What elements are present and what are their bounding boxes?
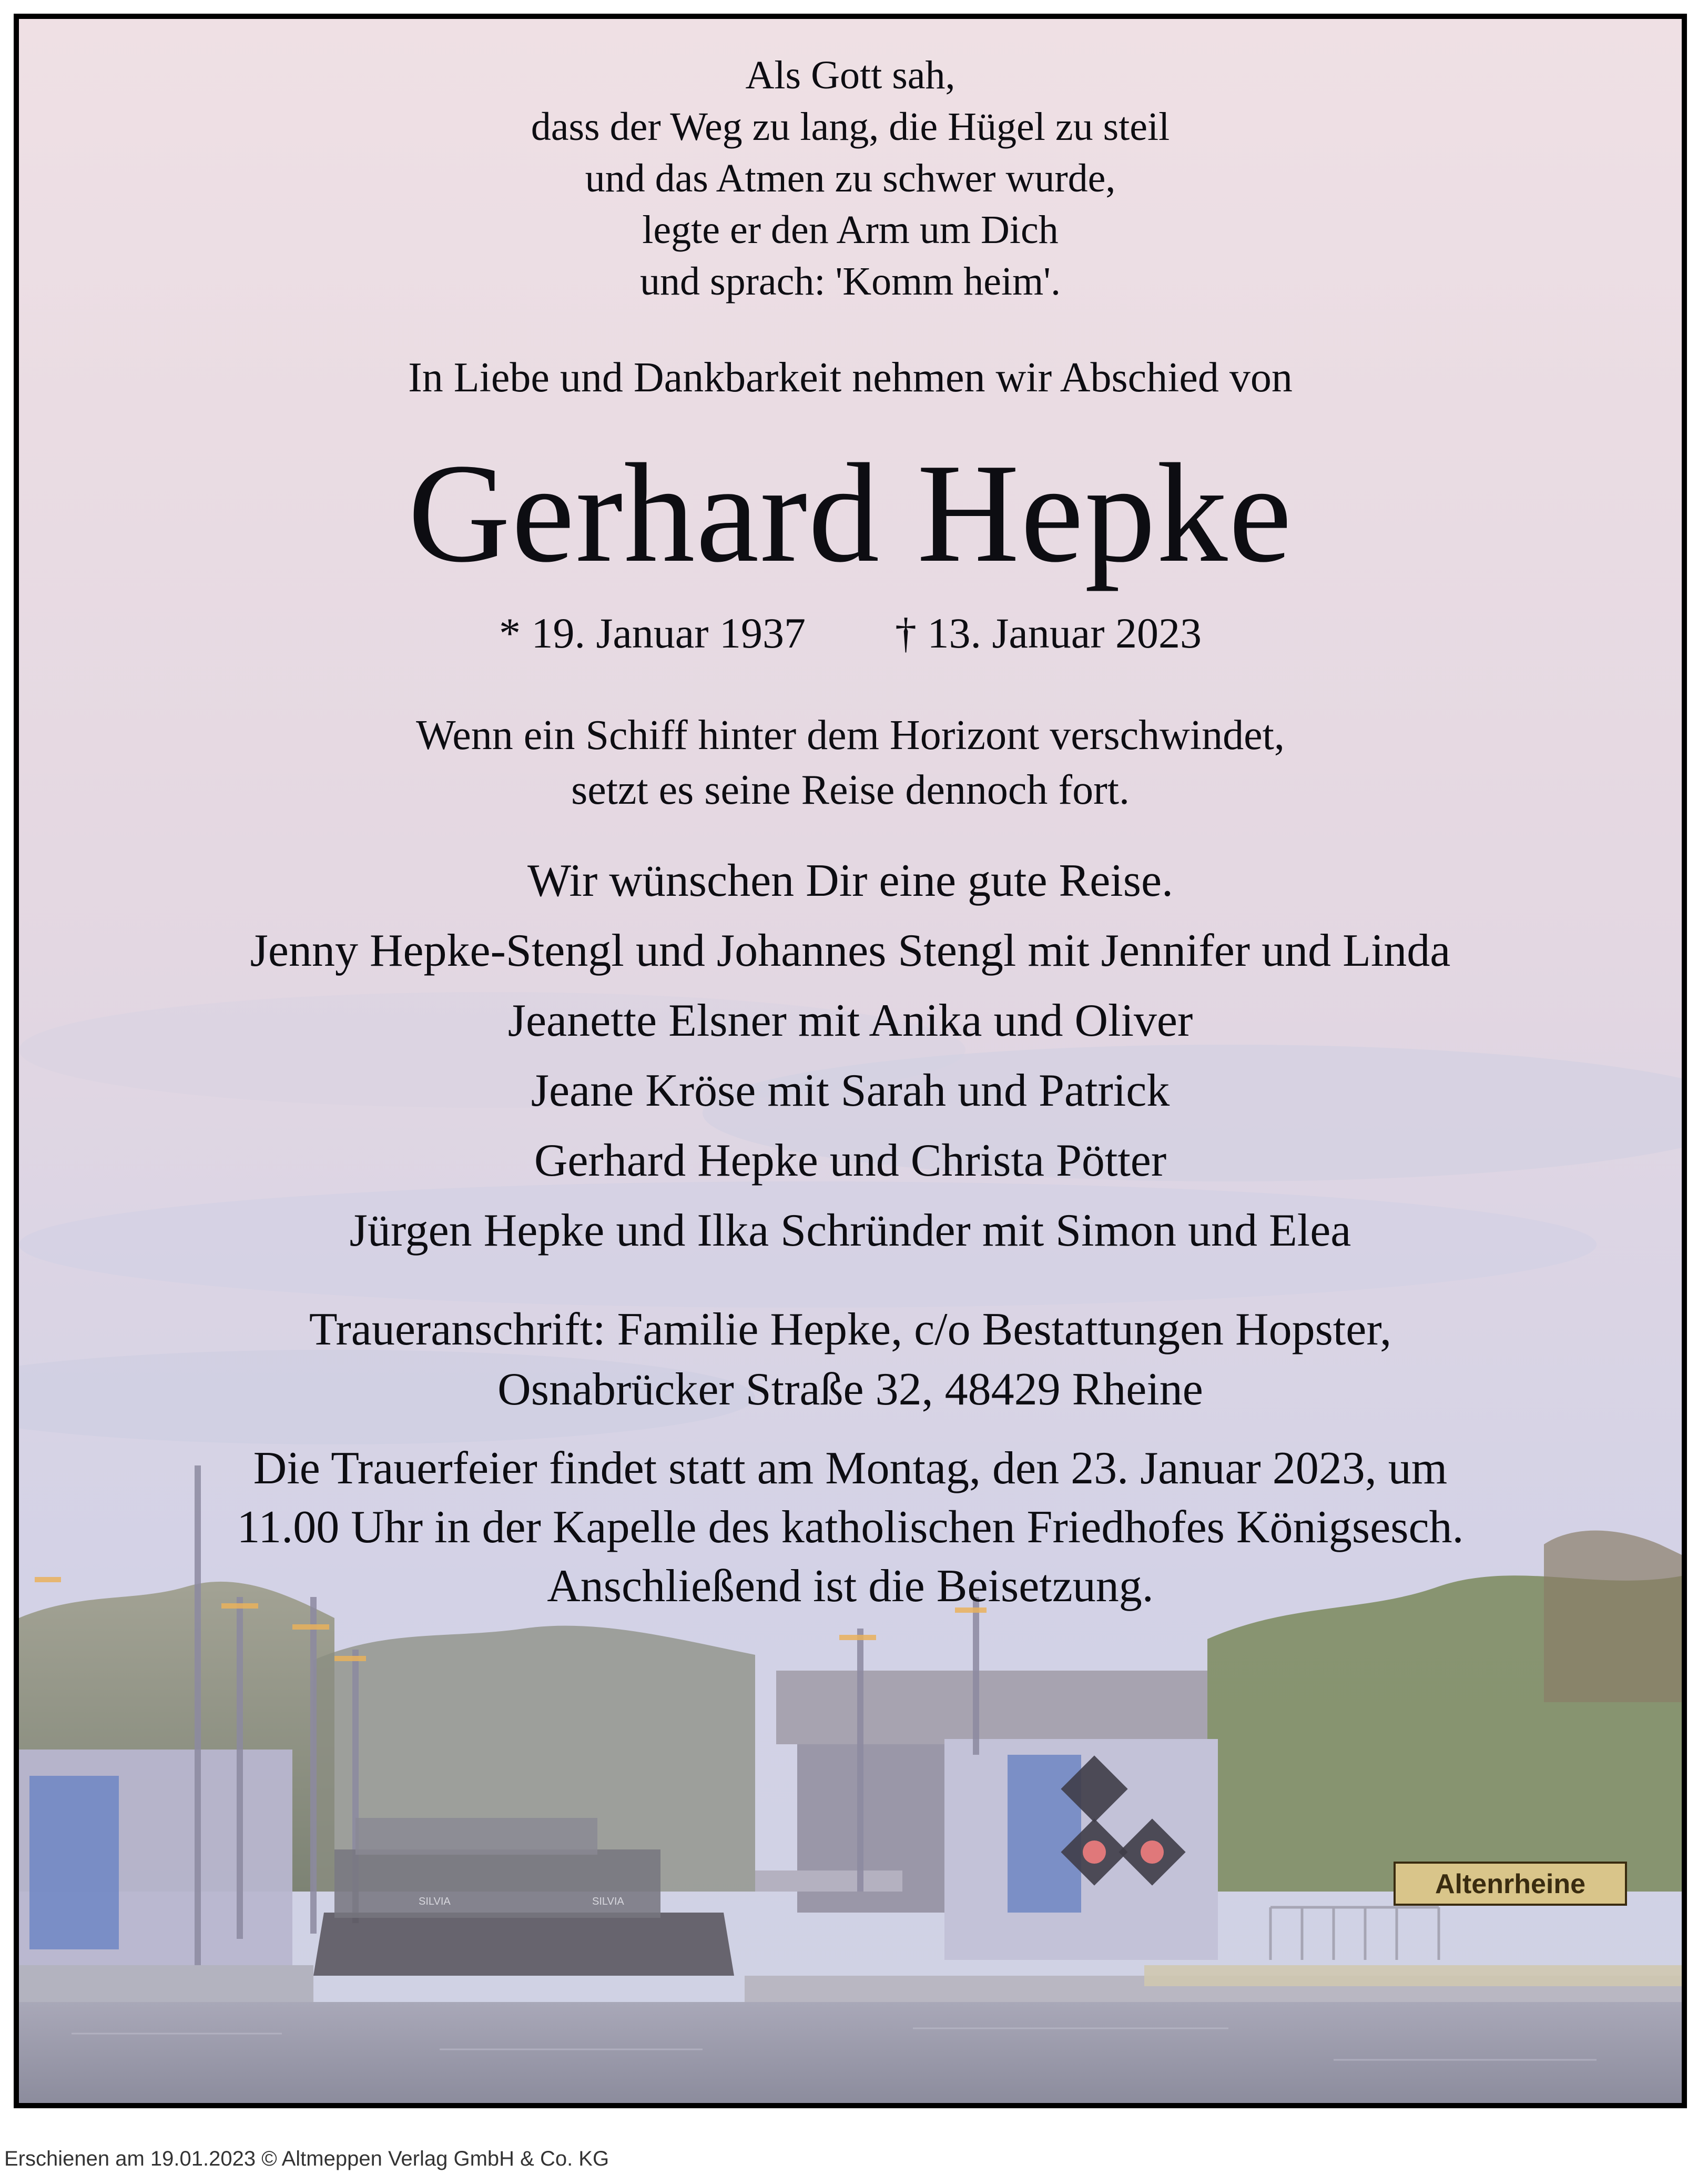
- ship-name-label-2: SILVIA: [592, 1896, 624, 1907]
- mourners-list: [19, 846, 1682, 1266]
- deceased-name: Gerhard Hepke: [408, 434, 1293, 592]
- mourner-line: Jeane Kröse mit Sarah und Patrick: [531, 1065, 1170, 1116]
- mourner-line: Jenny Hepke-Stengl und Johannes Stengl mit Jennifer und Linda: [250, 925, 1451, 976]
- poem-line: und sprach: 'Komm heim'.: [640, 259, 1061, 304]
- mourner-line: Gerhard Hepke und Christa Pötter: [534, 1135, 1167, 1186]
- poem-line: Als Gott sah,: [745, 53, 955, 97]
- funeral-details: [19, 1439, 1682, 1616]
- address-line: Traueranschrift: Familie Hepke, c/o Bestattungen Hopster,: [309, 1304, 1392, 1355]
- birth-date: * 19. Januar 1937: [499, 609, 806, 657]
- mourner-line: Jürgen Hepke und Ilka Schründer mit Simon und Elea: [349, 1205, 1351, 1256]
- publication-footer: Erschienen am 19.01.2023 © Altmeppen Verlag GmbH & Co. KG: [4, 2147, 609, 2170]
- altenrheine-sign: Altenrheine: [1435, 1869, 1586, 1899]
- ceremony-line: Anschließend ist die Beisetzung.: [547, 1561, 1154, 1612]
- mourning-address: [19, 1300, 1682, 1420]
- ship-name-label: SILVIA: [419, 1896, 451, 1907]
- life-dates: [19, 607, 1682, 660]
- quote-line: setzt es seine Reise dennoch fort.: [571, 767, 1130, 813]
- poem-line: dass der Weg zu lang, die Hügel zu steil: [531, 105, 1170, 149]
- poem-line: und das Atmen zu schwer wurde,: [585, 156, 1116, 200]
- death-date: † 13. Januar 2023: [895, 609, 1202, 657]
- opening-poem: [19, 49, 1682, 307]
- ceremony-line: 11.00 Uhr in der Kapelle des katholischen Friedhofes Königsesch.: [237, 1502, 1464, 1553]
- mourner-line: Wir wünschen Dir eine gute Reise.: [527, 855, 1174, 906]
- poem-line: legte er den Arm um Dich: [642, 208, 1059, 252]
- farewell-intro: In Liebe und Dankbarkeit nehmen wir Abschied von: [408, 355, 1293, 401]
- obituary-frame: [14, 14, 1687, 2108]
- address-line: Osnabrücker Straße 32, 48429 Rheine: [497, 1364, 1203, 1415]
- ship-quote: [19, 708, 1682, 817]
- mourner-line: Jeanette Elsner mit Anika und Oliver: [507, 995, 1193, 1046]
- quote-line: Wenn ein Schiff hinter dem Horizont verschwindet,: [416, 712, 1285, 759]
- ceremony-line: Die Trauerfeier findet statt am Montag, den 23. Januar 2023, um: [253, 1443, 1448, 1494]
